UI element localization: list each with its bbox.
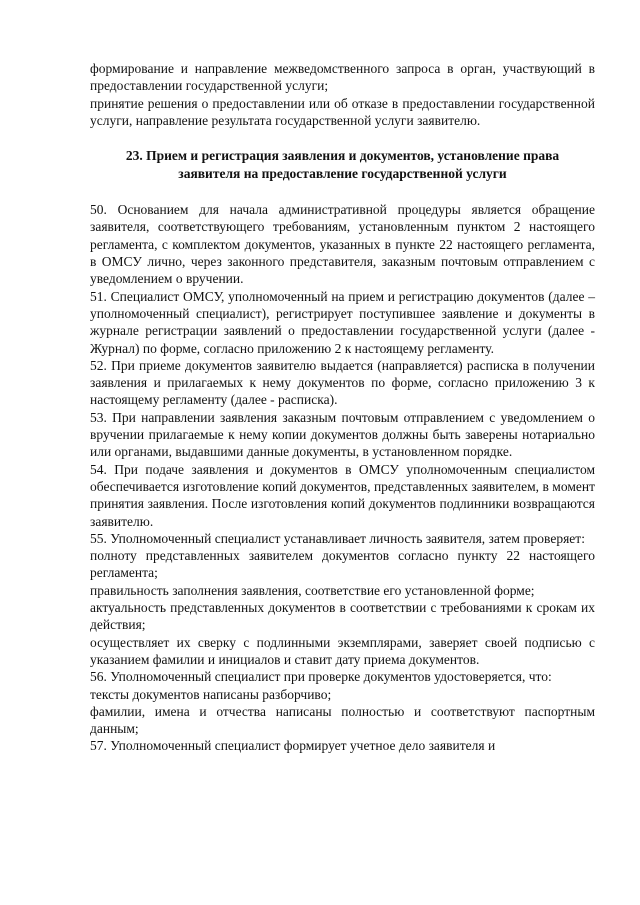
paragraph-50: 50. Основанием для начала административной процедуры является обращение заявителя, соответствующего требованиям, установленным пунктом 2 настоящего регламента, с комплектом документов, указанных в пункте 22 настоящего регламента, в ОМСУ лично, через законного представителя, заказным почтовым отправлением с уведомлением о вручении. [90,202,595,287]
paragraph-56: 56. Уполномоченный специалист при проверке документов удостоверяется, что: [90,669,552,685]
paragraph-55-item-4: осуществляет их сверку с подлинными экземплярами, заверяет своей подписью с указанием фамилии и инициалов и ставит дату приема документов. [90,634,595,667]
paragraph-53: 53. При направлении заявления заказным почтовым отправлением с уведомлением о вручении прилагаемые к нему копии документов должны быть заверены нотариально или органами, выдавшими данные документы, в установленном порядке. [90,409,595,460]
section-heading: 23. Прием и регистрация заявления и документов, установление права заявителя на предоставление государственной услуги [125,148,560,182]
paragraph-56-item-1: тексты документов написаны разборчиво; [90,686,332,702]
paragraph-54: 54. При подаче заявления и документов в ОМСУ уполномоченным специалистом обеспечивается изготовление копий документов, представленных заявителем, в момент принятия заявления. После изготовления копий документов подлинники возвращаются заявителю. [90,461,595,529]
paragraph-55-item-3: актуальность представленных документов в соответствии с требованиями к срокам их действия; [90,600,595,633]
paragraph-57: 57. Уполномоченный специалист формирует учетное дело заявителя и [90,738,496,754]
paragraph-51: 51. Специалист ОМСУ, уполномоченный на прием и регистрацию документов (далее – уполномоченный специалист), регистрирует поступившее заявление и документы в журнале регистрации заявлений о предоставлении государственной услуги (далее - Журнал) по форме, согласно приложению 2 к настоящему регламенту. [90,288,595,356]
paragraph-55-item-1: полноту представленных заявителем документов согласно пункту 22 настоящего регламента; [90,548,595,581]
paragraph-52: 52. При приеме документов заявителю выдается (направляется) расписка в получении заявления и прилагаемых к нему документов по форме, согласно приложению 3 к настоящему регламенту (далее - расписка). [90,357,595,408]
paragraph-top-2: принятие решения о предоставлении или об отказе в предоставлении государственной услуги, направление результата государственной услуги заявителю. [90,95,595,128]
paragraph-top-1: формирование и направление межведомственного запроса в орган, участвующий в предоставлении государственной услуги; [90,61,595,94]
paragraph-55: 55. Уполномоченный специалист устанавливает личность заявителя, затем проверяет: [90,530,585,546]
document-page [90,60,595,755]
paragraph-55-item-2: правильность заполнения заявления, соответствие его установленной форме; [90,582,535,598]
paragraph-56-item-2: фамилии, имена и отчества написаны полностью и соответствуют паспортным данным; [90,703,595,737]
